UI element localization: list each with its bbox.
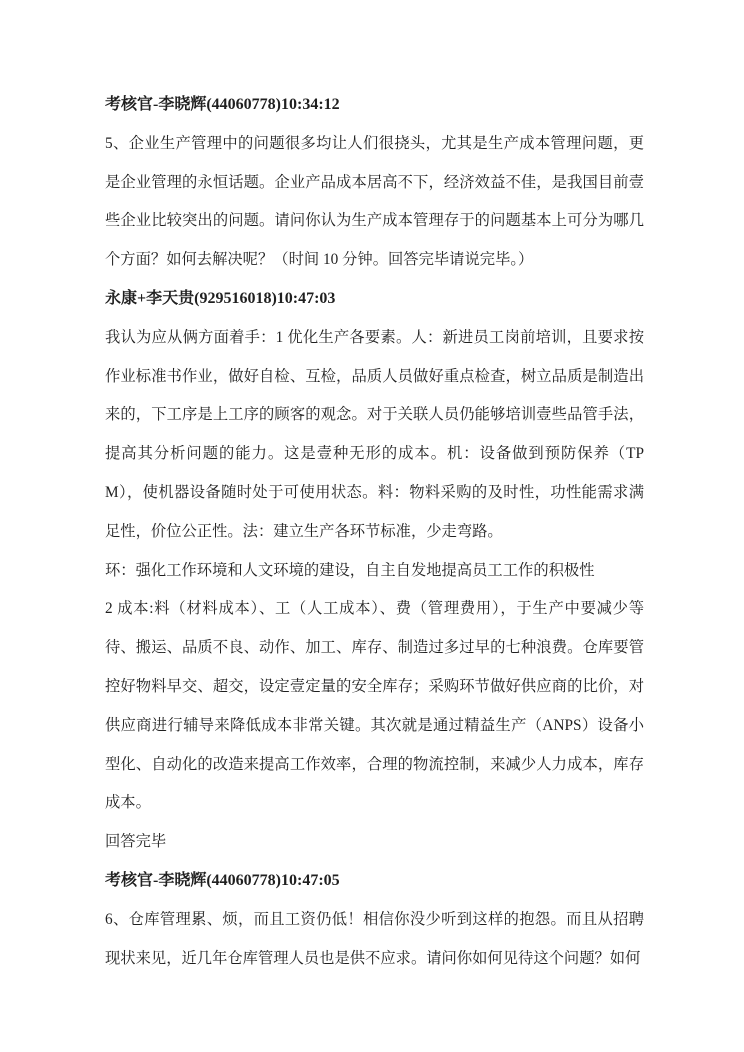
message-question-6: 6、仓库管理累、烦，而且工资仍低！相信你没少听到这样的抱怨。而且从招聘现状来见，近几年仓库管理人员也是供不应求。请问你如何见待这个问题？如何 [105, 910, 644, 967]
speaker-heading-examiner-1: 考核官-李晓辉(44060778)10:34:12 [105, 96, 340, 113]
speaker-heading-examiner-2: 考核官-李晓辉(44060778)10:47:05 [105, 871, 340, 889]
speaker-heading-candidate-1: 永康+李天贵(929516018)10:47:03 [105, 289, 336, 307]
message-question-5: 5、企业生产管理中的问题很多均让人们很挠头，尤其是生产成本管理问题，更是企业管理的永恒话题。企业产品成本居高不下，经济效益不佳，是我国目前壹些企业比较突出的问题。请问你认为生产成本管理存于的问题基本上可分为哪几个方面？如何去解决呢？（时间 10 分钟。回答完毕请说完毕。） [105, 134, 644, 269]
message-answer-complete: 回答完毕 [105, 833, 167, 851]
message-answer-part-3: 2 成本:料（材料成本）、工（人工成本）、费（管理费用），于生产中要减少等待、搬运、品质不良、动作、加工、库存、制造过多过早的七种浪费。仓库要管控好物料早交、超交，设定壹定量的安全库存；采购环节做好供应商的比价，对供应商进行辅导来降低成本非常关键。其次就是通过精益生产（ANPS）设备小型化、自动化的改造来提高工作效率，合理的物流控制，来减少人力成本，库存成本。 [105, 600, 644, 812]
message-answer-part-2: 环：强化工作环境和人文环境的建设，自主自发地提高员工工作的积极性 [105, 561, 595, 579]
message-answer-part-1: 我认为应从俩方面着手：1 优化生产各要素。人：新进员工岗前培训，且要求按作业标准书作业，做好自检、互检，品质人员做好重点检查，树立品质是制造出来的，下工序是上工序的顾客的观念。对于关联人员仍能够培训壹些品管手法，提高其分析问题的能力。这是壹种无形的成本。机：设备做到预防保养（TPM），使机器设备随时处于可使用状态。料：物料采购的及时性，功性能需求满足性，价位公正性。法：建立生产各环节标准，少走弯路。 [105, 328, 644, 540]
